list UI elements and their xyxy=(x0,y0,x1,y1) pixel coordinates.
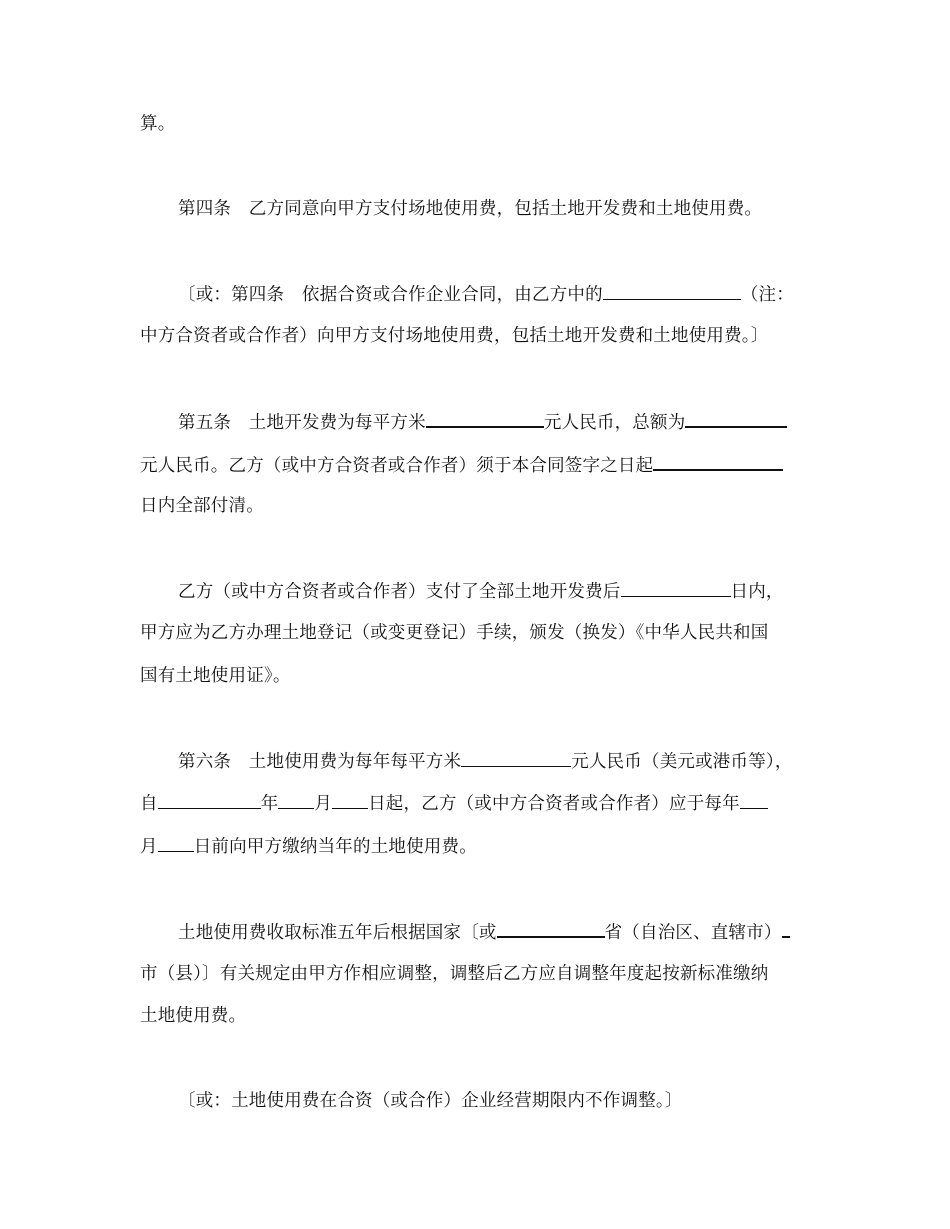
text: 月 xyxy=(314,794,333,814)
text-line xyxy=(140,790,768,816)
fill-blank[interactable] xyxy=(158,833,194,852)
text: 元人民币（美元或港币等）， xyxy=(571,752,793,772)
text-line xyxy=(140,1003,246,1029)
fill-blank[interactable] xyxy=(158,790,261,809)
text: 算。 xyxy=(140,114,176,134)
clause-4 xyxy=(178,196,762,222)
fill-blank[interactable] xyxy=(332,790,368,809)
text: 日起，乙方（或中方合资者或合作者）应于每年 xyxy=(368,794,740,814)
fill-blank[interactable] xyxy=(278,790,314,809)
fill-blank[interactable] xyxy=(426,408,544,428)
text: 元人民币。乙方（或中方合资者或合作者）须于本合同签字之日起 xyxy=(140,456,654,476)
fill-blank[interactable] xyxy=(685,408,787,428)
text-line xyxy=(140,961,768,987)
clause-6 xyxy=(178,748,793,774)
text: 日内全部付清。 xyxy=(140,496,264,516)
fill-blank[interactable] xyxy=(603,281,741,300)
text: 第六条 土地使用费为每年每平方米 xyxy=(178,752,462,772)
text: 土地使用费。 xyxy=(140,1006,247,1026)
fill-blank[interactable] xyxy=(497,918,605,938)
text: 月 xyxy=(140,837,158,857)
text: 〔或：土地使用费在合资（或合作）企业经营期限内不作调整。〕 xyxy=(178,1091,683,1111)
fill-blank[interactable] xyxy=(653,451,783,471)
text-line xyxy=(140,323,768,349)
text: 土地使用费收取标准五年后根据国家〔或 xyxy=(178,923,497,943)
text: 元人民币，总额为 xyxy=(543,413,686,433)
text: 日前向甲方缴纳当年的土地使用费。 xyxy=(193,837,477,857)
text-line xyxy=(140,493,264,519)
text: 自 xyxy=(140,794,158,814)
text: 〔或：第四条 依据合资或合作企业合同，由乙方中的 xyxy=(178,285,603,305)
text: 市（县）〕有关规定由甲方作相应调整，调整后乙方应自调整年度起按新标准缴纳 xyxy=(140,964,769,984)
text: 年 xyxy=(260,794,279,814)
text: 国有土地使用证》。 xyxy=(140,666,291,686)
text: 甲方应为乙方办理土地登记（或变更登记）手续，颁发（换发）《中华人民共和国 xyxy=(140,623,769,643)
text: 中方合资者或合作者）向甲方支付场地使用费，包括土地开发费和土地使用费。〕 xyxy=(140,326,769,346)
paragraph xyxy=(178,1088,683,1114)
fill-blank[interactable] xyxy=(782,918,790,938)
clause-5 xyxy=(178,408,787,434)
fill-blank[interactable] xyxy=(621,578,731,597)
paragraph xyxy=(178,578,784,604)
text-line xyxy=(140,111,175,137)
fill-blank[interactable] xyxy=(461,748,571,767)
clause-4-alt xyxy=(178,281,794,307)
text: （注： xyxy=(740,285,794,305)
text-line xyxy=(140,451,783,477)
text-line xyxy=(140,833,477,859)
text-line xyxy=(140,620,768,646)
text: 第五条 土地开发费为每平方米 xyxy=(178,413,426,433)
text-line xyxy=(140,663,291,689)
text: 省（自治区、直辖市） xyxy=(604,923,782,943)
text: 乙方（或中方合资者或合作者）支付了全部土地开发费后 xyxy=(178,582,621,602)
fill-blank[interactable] xyxy=(740,790,768,809)
text: 第四条 乙方同意向甲方支付场地使用费，包括土地开发费和土地使用费。 xyxy=(178,199,763,219)
paragraph xyxy=(178,918,790,944)
text: 日内， xyxy=(730,582,784,602)
